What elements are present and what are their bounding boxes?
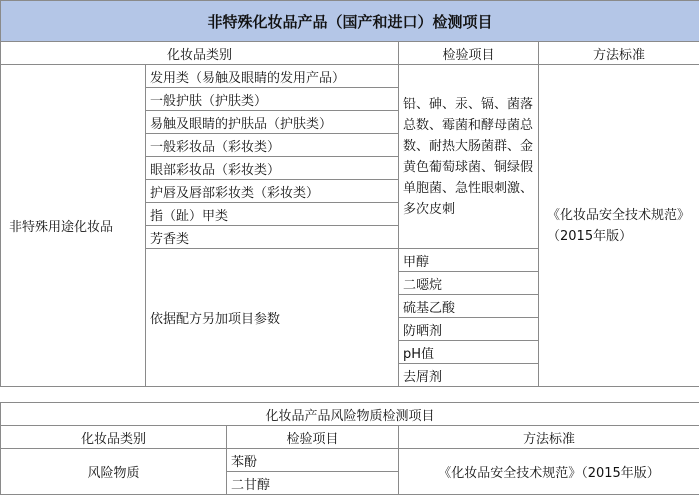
subcategory-row: 芳香类 — [146, 226, 399, 249]
table-title: 非特殊化妆品产品（国产和进口）检测项目 — [1, 1, 699, 42]
risk-category: 风险物质 — [1, 449, 227, 495]
method-standard: 《化妆品安全技术规范》（2015年版） — [539, 65, 699, 387]
extra-items-label: 依据配方另加项目参数 — [146, 249, 399, 387]
extra-item: 防晒剂 — [399, 318, 539, 341]
group-label: 非特殊用途化妆品 — [1, 65, 146, 387]
extra-item: 去屑剂 — [399, 364, 539, 387]
header-category: 化妆品类别 — [1, 42, 399, 65]
extra-item: 二噁烷 — [399, 272, 539, 295]
subcategory-row: 眼部彩妆品（彩妆类） — [146, 157, 399, 180]
risk-header-category: 化妆品类别 — [1, 426, 227, 449]
common-test-items: 铅、砷、汞、镉、菌落总数、霉菌和酵母菌总数、耐热大肠菌群、金黄色葡萄球菌、铜绿假单胞菌、急性眼刺激、多次皮刺 — [399, 65, 539, 249]
risk-method: 《化妆品安全技术规范》（2015年版） — [399, 449, 699, 495]
subcategory-row: 易触及眼睛的护肤品（护肤类） — [146, 111, 399, 134]
risk-table-title: 化妆品产品风险物质检测项目 — [1, 403, 699, 426]
extra-item: pH值 — [399, 341, 539, 364]
subcategory-row: 发用类（易触及眼睛的发用产品） — [146, 65, 399, 88]
risk-item: 苯酚 — [227, 449, 399, 472]
extra-item: 硫基乙酸 — [399, 295, 539, 318]
risk-item: 二甘醇 — [227, 472, 399, 495]
subcategory-row: 一般护肤（护肤类） — [146, 88, 399, 111]
subcategory-row: 护唇及唇部彩妆类（彩妆类） — [146, 180, 399, 203]
header-items: 检验项目 — [399, 42, 539, 65]
subcategory-row: 指（趾）甲类 — [146, 203, 399, 226]
subcategory-row: 一般彩妆品（彩妆类） — [146, 134, 399, 157]
risk-header-items: 检验项目 — [227, 426, 399, 449]
risk-header-method: 方法标准 — [399, 426, 699, 449]
header-method: 方法标准 — [539, 42, 699, 65]
risk-substance-table — [0, 402, 699, 495]
extra-item: 甲醇 — [399, 249, 539, 272]
